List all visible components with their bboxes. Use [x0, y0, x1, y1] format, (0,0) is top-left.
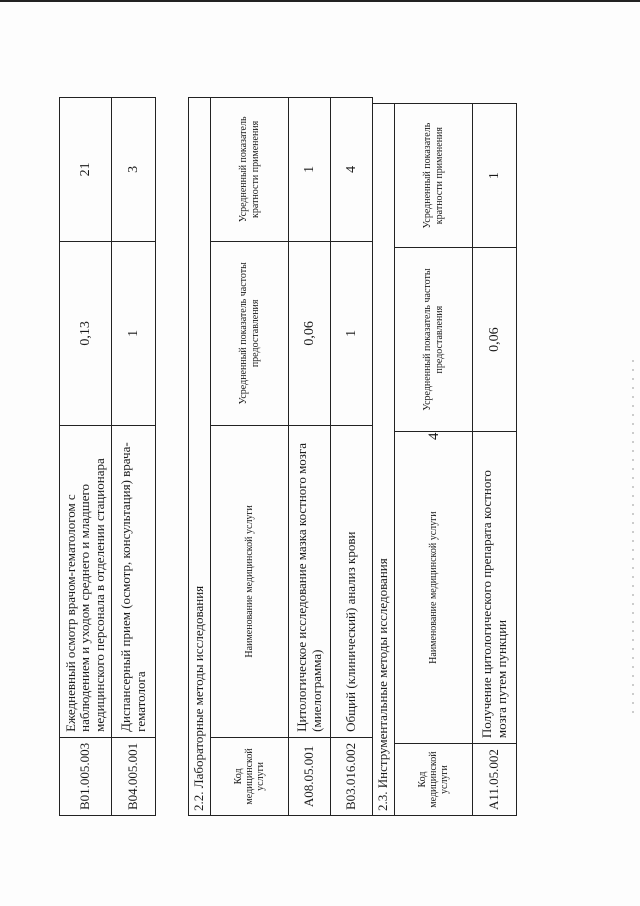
- multiplicity-value: 1: [473, 104, 517, 248]
- column-header-code: Код медицинской услуги: [395, 744, 473, 816]
- column-header-multiplicity: Усредненный показатель кратности применения: [395, 104, 473, 248]
- column-header-name: Наименование медицинской услуги: [395, 432, 473, 744]
- service-code: A08.05.001: [289, 737, 331, 815]
- service-code: B03.016.002: [331, 737, 373, 815]
- multiplicity-value: 4: [331, 97, 373, 241]
- service-name: Диспансерный прием (осмотр, консультация) врача-гематолога: [112, 425, 156, 737]
- service-name: Получение цитологического препарата костного мозга путем пункции: [473, 432, 517, 744]
- table-header-row: [395, 104, 473, 816]
- multiplicity-value: 21: [60, 97, 112, 241]
- service-name: Цитологическое исследование мазка костного мозга (миелограмма): [289, 425, 331, 737]
- page-number: 4: [426, 432, 442, 440]
- frequency-value: 1: [331, 241, 373, 425]
- column-header-frequency: Усредненный показатель частоты предоставления: [395, 248, 473, 432]
- service-name: Общий (клинический) анализ крови: [331, 425, 373, 737]
- table-row: [473, 104, 517, 816]
- multiplicity-value: 1: [289, 97, 331, 241]
- table-row: [289, 97, 331, 815]
- table-consultations: [59, 97, 156, 816]
- section-title-row: [189, 97, 211, 815]
- frequency-value: 0,13: [60, 241, 112, 425]
- frequency-value: 0,06: [289, 241, 331, 425]
- column-header-name: Наименование медицинской услуги: [211, 425, 289, 737]
- service-name: Ежедневный осмотр врачом-гематологом с наблюдением и уходом среднего и младшего медицинского персонала в отделении стационара: [60, 425, 112, 737]
- table-instrumental-methods: [372, 103, 517, 816]
- service-code: A11.05.002: [473, 744, 517, 816]
- frequency-value: 1: [112, 241, 156, 425]
- column-header-frequency: Усредненный показатель частоты предоставления: [211, 241, 289, 425]
- section-title: 2.2. Лабораторные методы исследования: [189, 97, 211, 815]
- section-title-row: [373, 104, 395, 816]
- section-title: 2.3. Инструментальные методы исследования: [373, 104, 395, 816]
- table-header-row: [211, 97, 289, 815]
- table-row: [60, 97, 112, 815]
- frequency-value: 0,06: [473, 248, 517, 432]
- service-code: B01.005.003: [60, 737, 112, 815]
- column-header-multiplicity: Усредненный показатель кратности применения: [211, 97, 289, 241]
- column-header-code: Код медицинской услуги: [211, 737, 289, 815]
- table-laboratory-methods: [188, 97, 373, 816]
- table-row: [112, 97, 156, 815]
- table-row: [331, 97, 373, 815]
- multiplicity-value: 3: [112, 97, 156, 241]
- service-code: B04.005.001: [112, 737, 156, 815]
